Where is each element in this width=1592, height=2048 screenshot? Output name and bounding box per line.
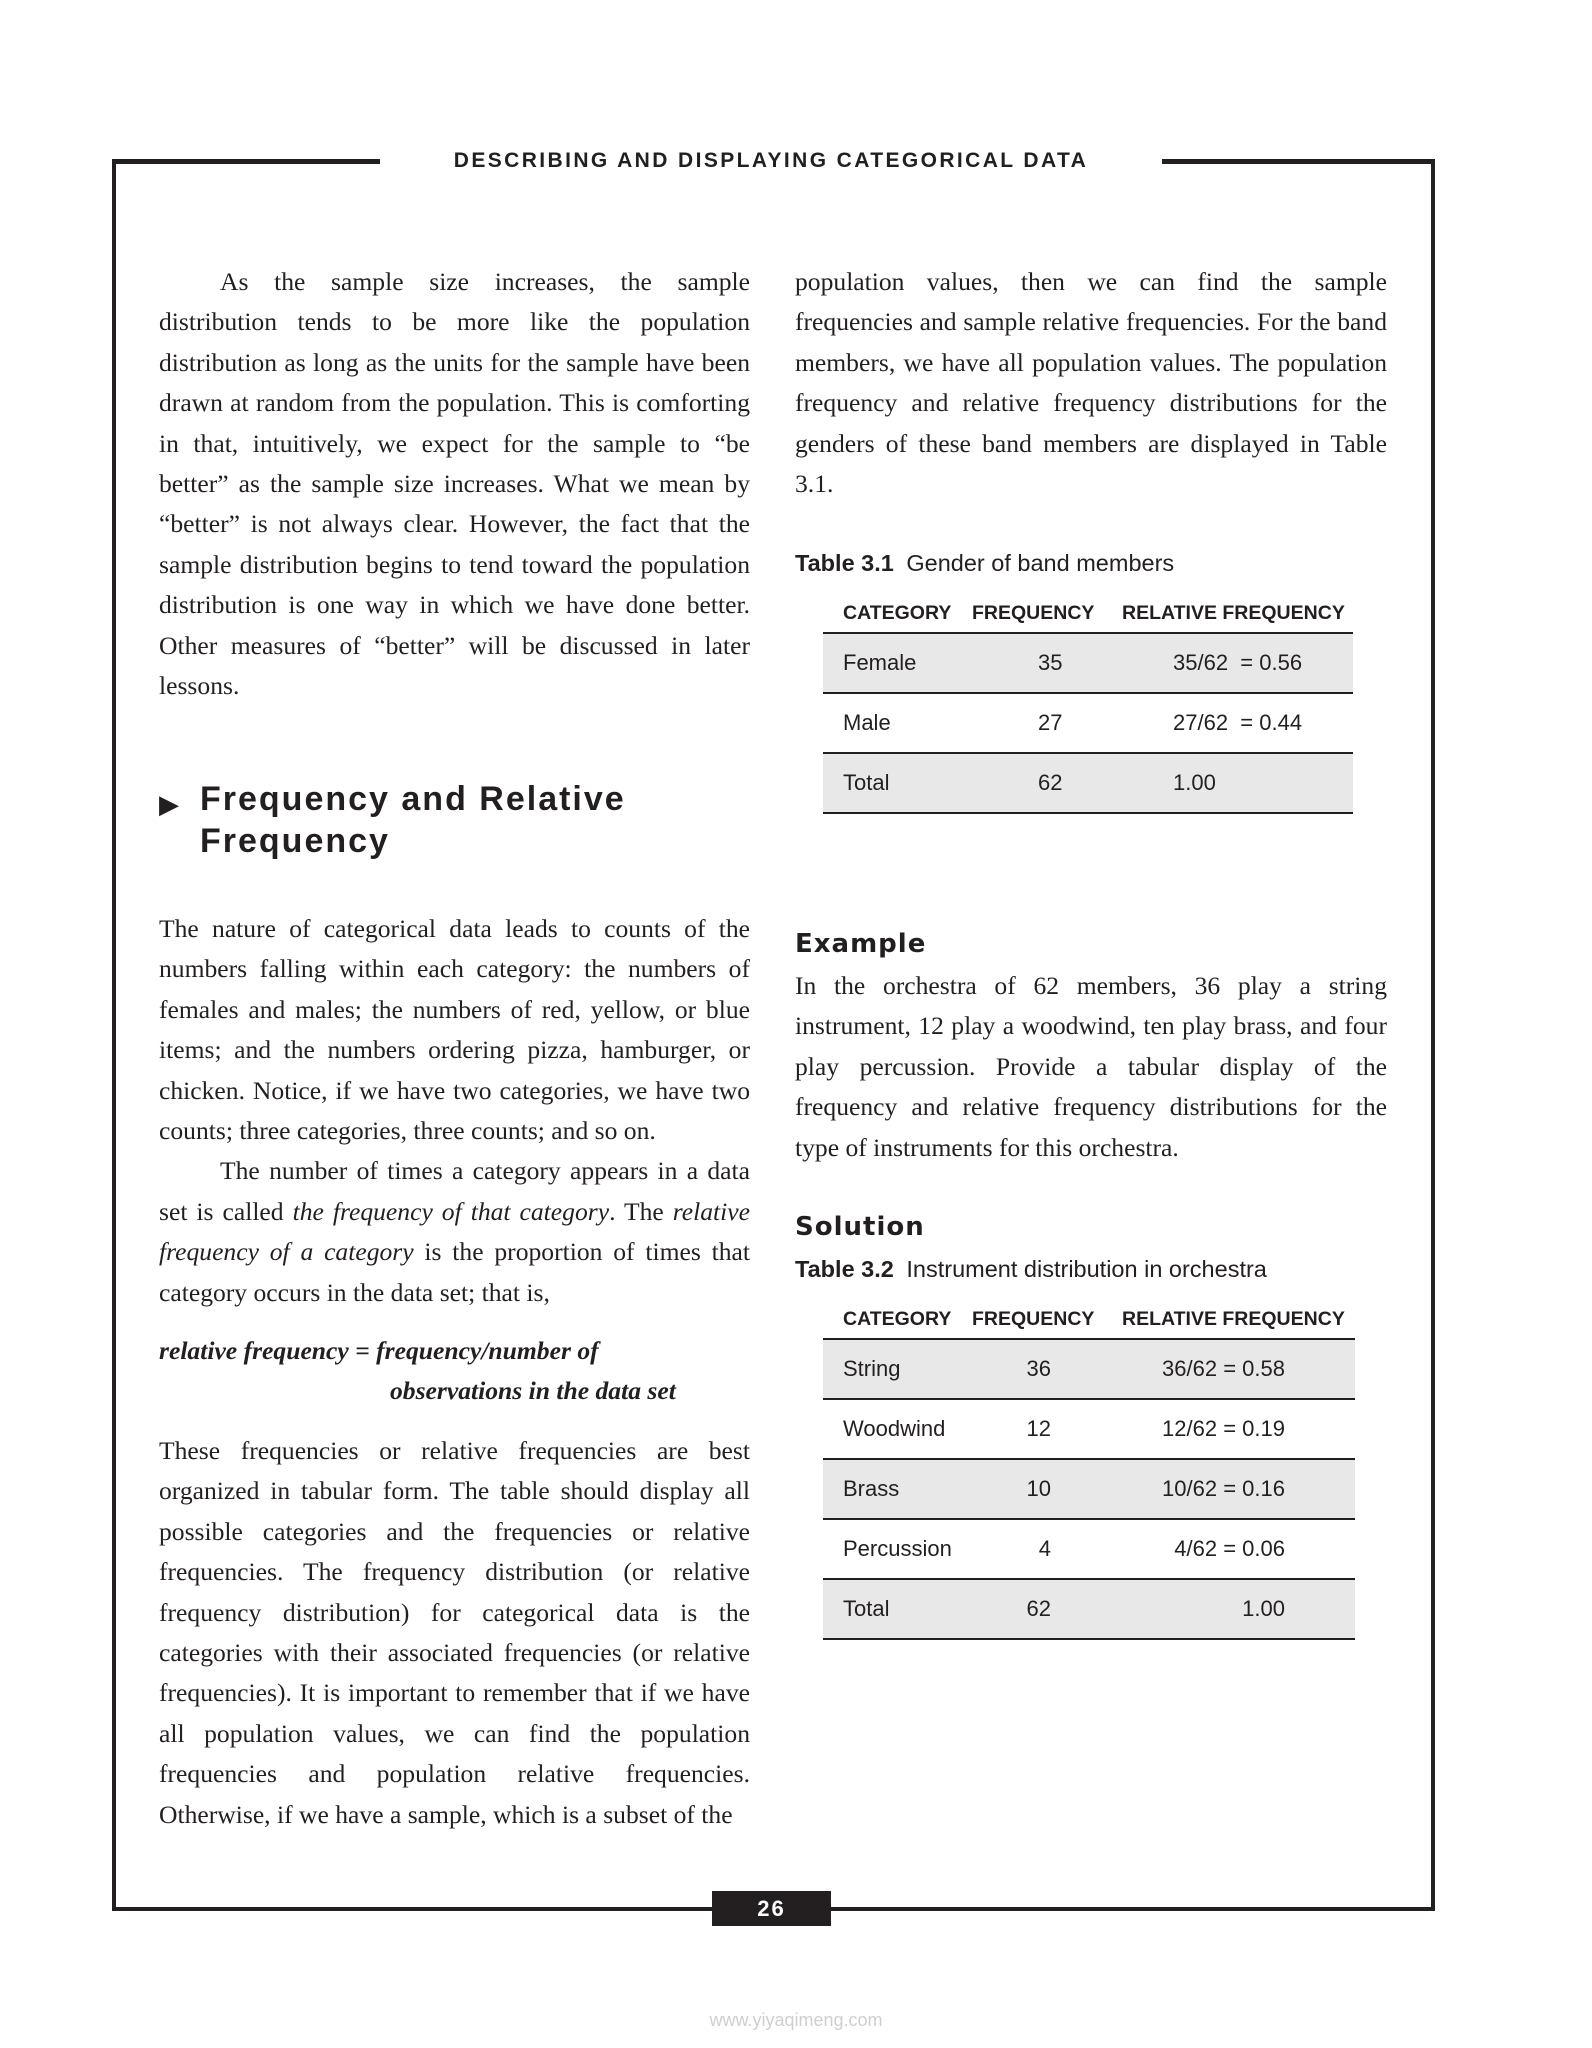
left-paragraph-1 (159, 262, 750, 706)
section-heading-text: Frequency and Relative Frequency (200, 780, 626, 860)
relative-cell: 4/62 = 0.06 (1174, 1536, 1285, 1561)
watermark: www.yiyaqimeng.com (709, 2010, 883, 2030)
table-row (823, 1340, 1355, 1400)
formula (159, 1331, 759, 1412)
left-paragraph-4 (159, 1431, 750, 1835)
header-rule-right (1162, 159, 1435, 164)
category-cell: String (843, 1356, 901, 1381)
table2-header-frequency: FREQUENCY (972, 1308, 1095, 1330)
paragraph-text: In the orchestra of 62 members, 36 play a string instrument, 12 play a woodwind, ten play brass, and four play percussion. Provide a tabular display of the frequency and relative frequency distributions for the type of instruments for this orchestra. (795, 971, 1387, 1162)
table2-title: Instrument distribution in orchestra (906, 1256, 1267, 1282)
page-number: 26 (712, 1891, 831, 1926)
frequency-cell: 12 (1026, 1416, 1051, 1441)
category-cell: Percussion (843, 1536, 952, 1561)
table1-header-relative: RELATIVE FREQUENCY (1122, 602, 1345, 624)
table-row (823, 754, 1353, 814)
relative-cell: 12/62 = 0.19 (1162, 1416, 1285, 1441)
triangle-bullet-icon: ▶ (159, 789, 179, 819)
example-paragraph (795, 966, 1387, 1168)
relative-cell: 35/62 = 0.56 (1173, 650, 1303, 675)
table1-header-frequency: FREQUENCY (972, 602, 1095, 624)
category-cell: Total (843, 1596, 890, 1621)
frequency-cell: 27 (1038, 710, 1063, 735)
table1-label: Table 3.1 (795, 550, 894, 576)
table-row (823, 1520, 1355, 1580)
formula-line-2: observations in the data set (390, 1376, 676, 1406)
table-row (823, 1400, 1355, 1460)
category-cell: Woodwind (843, 1416, 946, 1441)
relative-cell: 1.00 (1242, 1596, 1285, 1621)
frequency-cell: 62 (1026, 1596, 1051, 1621)
frequency-cell: 36 (1026, 1356, 1051, 1381)
table-row (823, 694, 1353, 754)
paragraph-definition: The number of times a category appears in a data set is called the frequency of that category. The relative frequency of a category is the proportion of times that category occurs in the data set; that is, (159, 1156, 750, 1307)
table2-caption (795, 1254, 1267, 1284)
frequency-cell: 10 (1026, 1476, 1051, 1501)
table2-label: Table 3.2 (795, 1256, 894, 1282)
category-cell: Male (843, 710, 891, 735)
relative-cell: 1.00 (1173, 770, 1216, 795)
paragraph-text: These frequencies or relative frequencies are best organized in tabular form. The table should display all possible categories and the frequencies or relative frequencies. The frequency distribution (or relative frequency distribution) for categorical data is the categories with their associated frequencies (or relative frequencies). It is important to remember that if we have all population values, we can find the population frequencies and population relative frequencies. Otherwise, if we have a sample, which is a subset of the (159, 1436, 750, 1829)
table1-header-category: CATEGORY (843, 602, 952, 624)
table2-header-category: CATEGORY (843, 1308, 952, 1330)
right-paragraph-1 (795, 262, 1387, 504)
paragraph-text: As the sample size increases, the sample distribution tends to be more like the population distribution as long as the units for the sample have been drawn at random from the population. This is comforting in that, intuitively, we expect for the sample to “be better” as the sample size increases. What we mean by “better” is not always clear. However, the fact that the sample distribution begins to tend toward the population distribution is one way in which we have done better. Other measures of “better” will be discussed in later lessons. (159, 267, 750, 701)
relative-cell: 27/62 = 0.44 (1173, 710, 1303, 735)
frequency-cell: 4 (1038, 1536, 1051, 1561)
category-cell: Brass (843, 1476, 900, 1501)
header-rule-left (112, 159, 380, 164)
relative-cell: 10/62 = 0.16 (1162, 1476, 1285, 1501)
table1-title: Gender of band members (906, 550, 1175, 576)
relative-cell: 36/62 = 0.58 (1162, 1356, 1285, 1381)
table-row (823, 1460, 1355, 1520)
category-cell: Total (843, 770, 890, 795)
paragraph-text: population values, then we can find the sample frequencies and sample relative frequencies. For the band members, we have all population values. The population frequency and relative frequency distributions for the genders of these band members are displayed in Table 3.1. (795, 267, 1387, 499)
section-heading (159, 778, 719, 862)
table2-header-relative: RELATIVE FREQUENCY (1122, 1308, 1345, 1330)
frequency-cell: 62 (1038, 770, 1063, 795)
frequency-cell: 35 (1038, 650, 1063, 675)
table-row (823, 634, 1353, 694)
formula-line-1: relative frequency = frequency/number of (159, 1336, 599, 1365)
table1-caption (795, 548, 1174, 578)
frame-left-border (112, 159, 116, 1911)
category-cell: Female (843, 650, 917, 675)
table-row (823, 1580, 1355, 1640)
frame-right-border (1431, 159, 1435, 1911)
solution-heading: Solution (795, 1212, 925, 1242)
example-heading: Example (795, 929, 927, 959)
left-paragraphs-2-3 (159, 909, 750, 1313)
running-head: DESCRIBING AND DISPLAYING CATEGORICAL DATA (453, 149, 1089, 172)
paragraph-text: The nature of categorical data leads to counts of the numbers falling within each category: the numbers of females and males; the numbers of red, yellow, or blue items; and the numbers ordering pizza, hamburger, or chicken. Notice, if we have two categories, we have two counts; three categories, three counts; and so on. (159, 914, 750, 1146)
